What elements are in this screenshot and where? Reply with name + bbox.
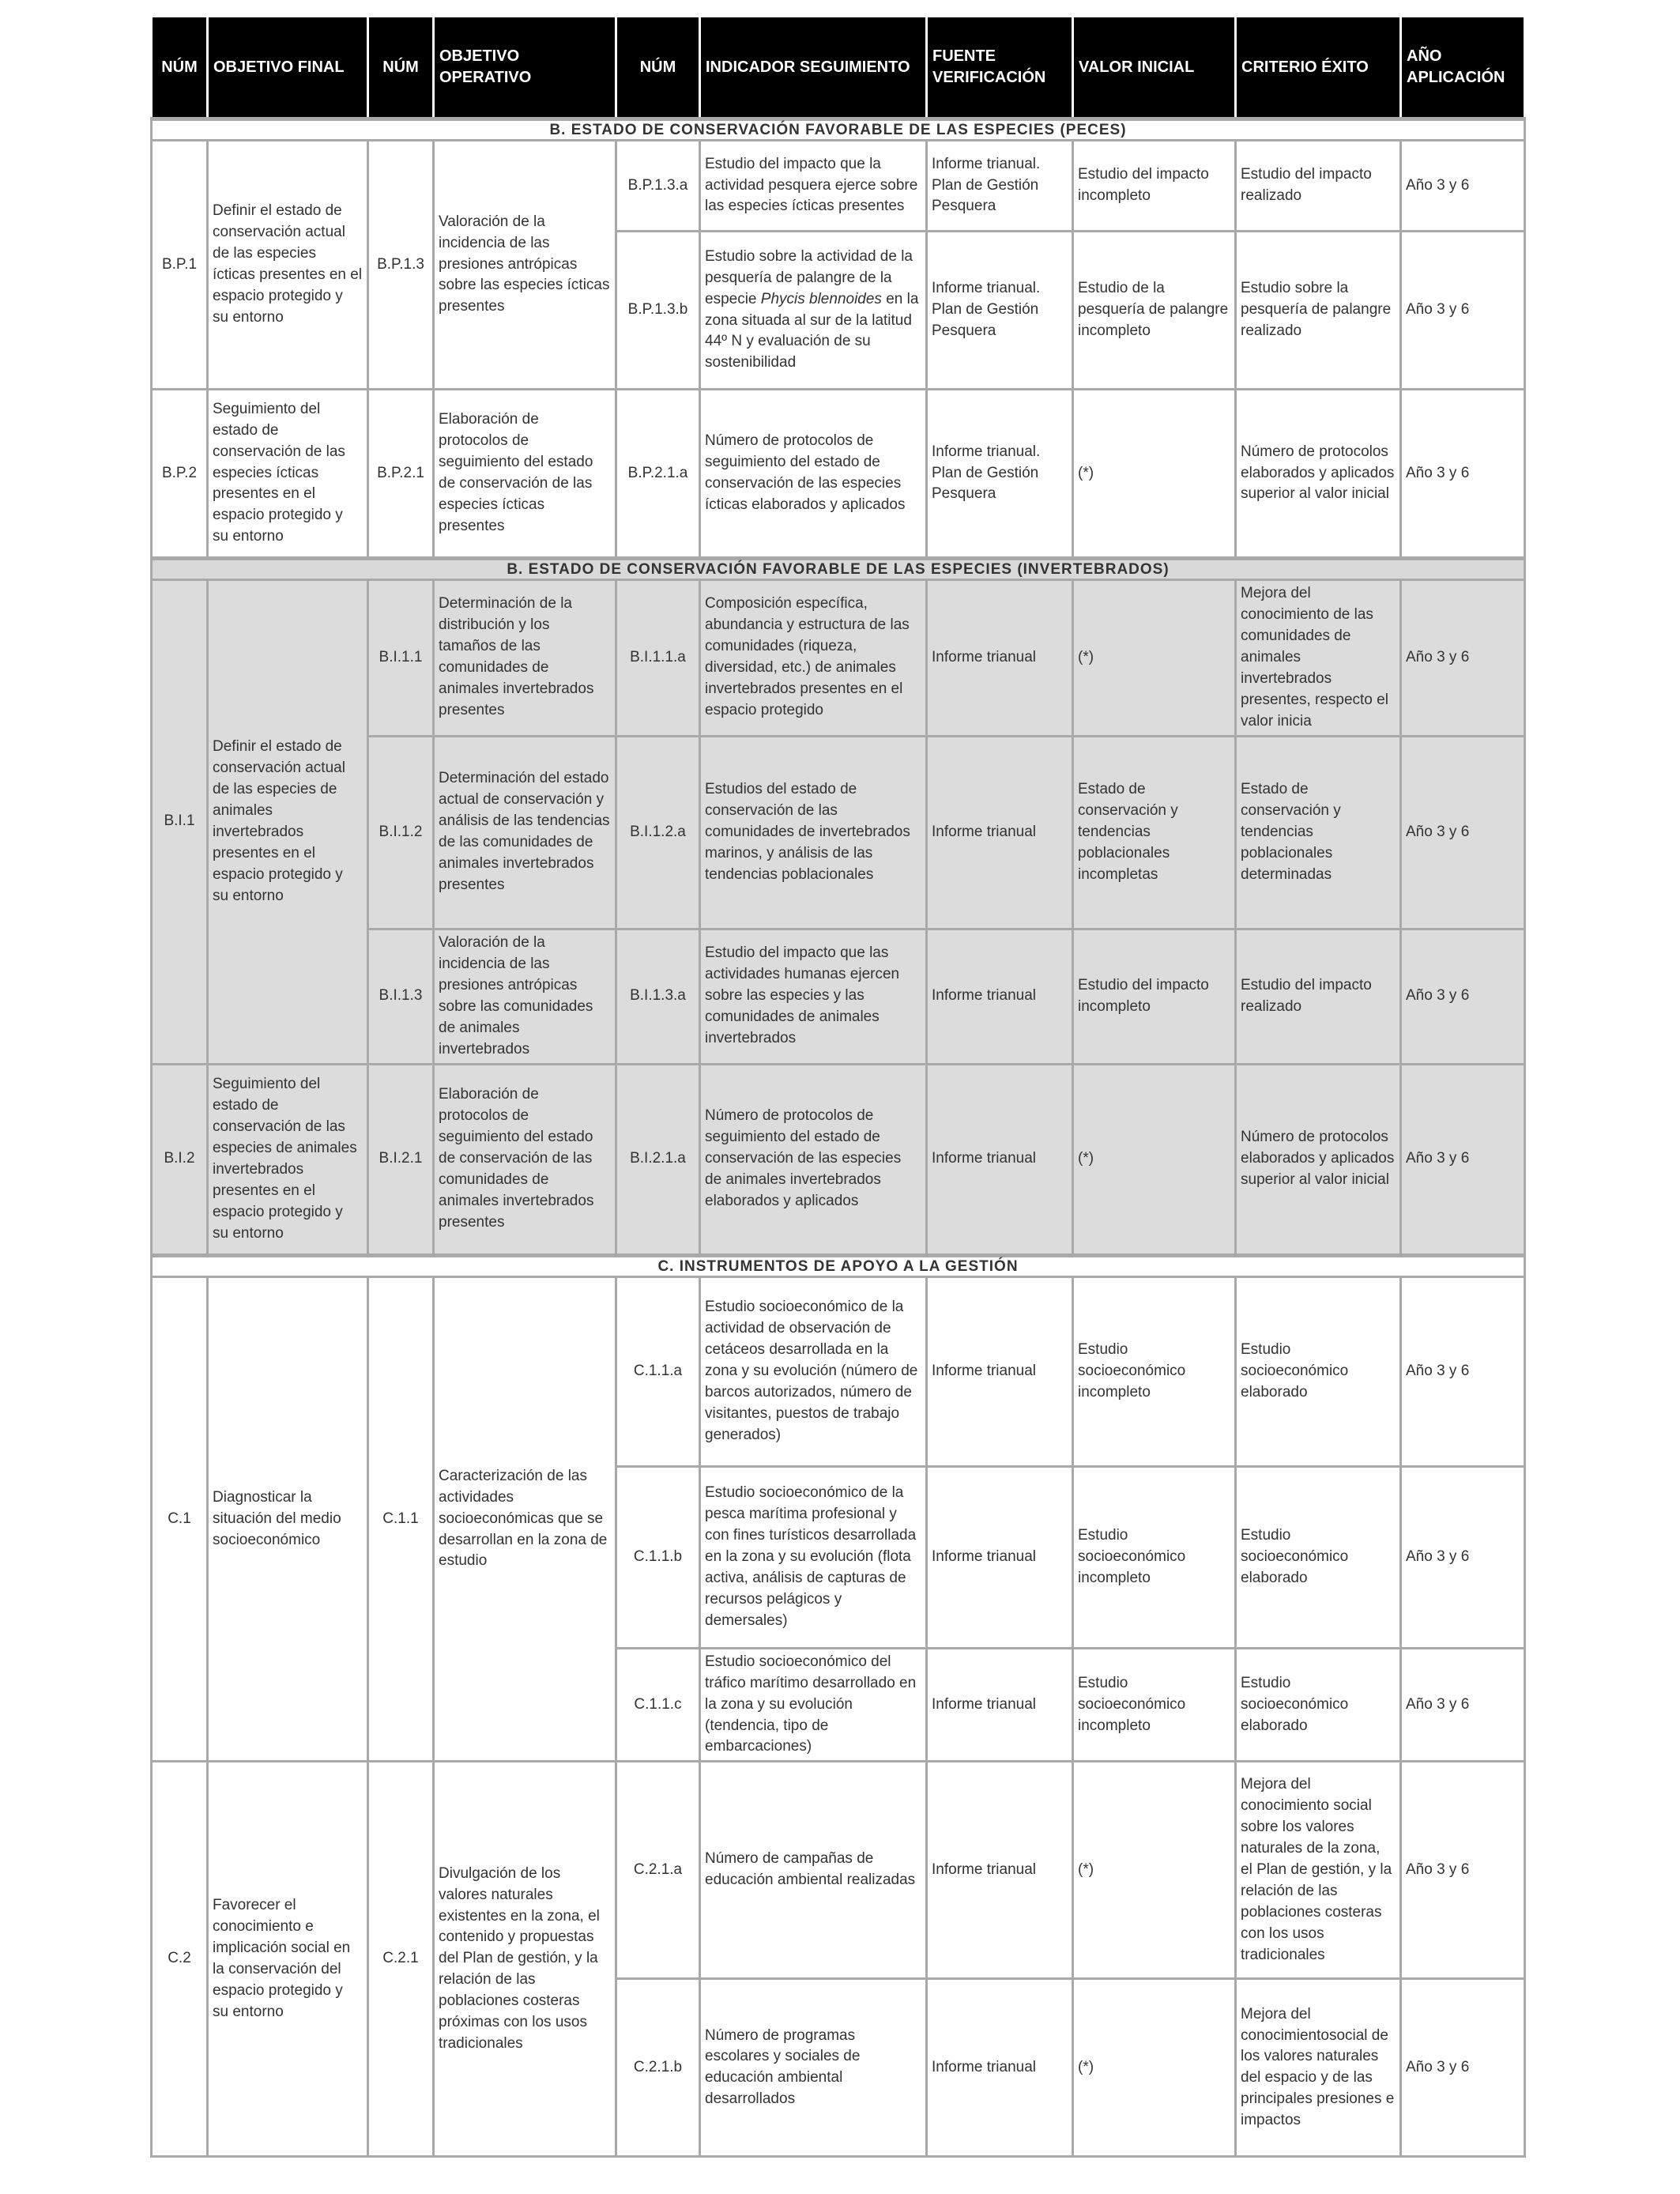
indicador-text: Estudio socioeconómico de la pesca marítima profesional y con fines turísticos desarrollada en la zona y su evolución (flota activa, análisis de capturas de recursos pelágicos y demersales) [700,1466,927,1648]
anio-aplicacion: Año 3 y 6 [1401,1979,1525,2157]
objetivo-final-num: B.P.2 [152,390,208,559]
objetivo-final-text: Seguimiento del estado de conservación de las especies de animales invertebrados presentes en el espacio protegido y su entorno [208,1064,368,1255]
section-title-invertebrados: B. ESTADO DE CONSERVACIÓN FAVORABLE DE LAS ESPECIES (INVERTEBRADOS) [152,559,1525,580]
valor-inicial: (*) [1073,390,1236,559]
objetivo-operativo-text: Elaboración de protocolos de seguimiento del estado de conservación de las comunidades de animales invertebrados presentes [434,1064,616,1255]
indicador-text: Número de campañas de educación ambiental realizadas [700,1762,927,1979]
section-instrumentos [152,1255,1525,2157]
criterio-exito: Estudio socioeconómico elaborado [1236,1648,1401,1762]
indicador-text: Número de protocolos de seguimiento del estado de conservación de las especies ícticas elaborados y aplicados [700,390,927,559]
table-header-row [152,17,1525,119]
header-objetivo-final: OBJETIVO FINAL [208,17,368,119]
valor-inicial: Estudio socioeconómico incompleto [1073,1648,1236,1762]
criterio-exito: Mejora del conocimiento de las comunidades de animales invertebrados presentes, respecto el valor inicia [1236,580,1401,737]
indicador-num: B.P.1.3.a [616,141,700,232]
anio-aplicacion: Año 3 y 6 [1401,736,1525,929]
valor-inicial: (*) [1073,1762,1236,1979]
indicador-text: Número de programas escolares y sociales de educación ambiental desarrollados [700,1979,927,2157]
criterio-exito: Estudio del impacto realizado [1236,929,1401,1064]
criterio-exito: Estado de conservación y tendencias poblacionales determinadas [1236,736,1401,929]
fuente-verificacion: Informe trianual [927,736,1073,929]
fuente-verificacion: Informe trianual [927,1276,1073,1466]
objetivo-operativo-num: B.I.1.1 [368,580,434,737]
indicador-text-part: en la zona situada al sur de la latitud 44º N y evaluación de su sostenibilidad [705,290,919,371]
fuente-verificacion: Informe trianual. Plan de Gestión Pesquera [927,141,1073,232]
fuente-verificacion: Informe trianual. Plan de Gestión Pesquera [927,390,1073,559]
objetivo-final-text: Favorecer el conocimiento e implicación social en la conservación del espacio protegido y su entorno [208,1762,368,2157]
table-row [152,1762,1525,1979]
criterio-exito: Estudio socioeconómico elaborado [1236,1466,1401,1648]
indicador-num: B.P.1.3.b [616,232,700,390]
header-criterio: CRITERIO ÉXITO [1236,17,1401,119]
indicador-text-part: Estudio sobre la actividad de la pesquería de palangre de la especie [705,247,913,307]
valor-inicial: Estudio de la pesquería de palangre incompleto [1073,232,1236,390]
objetivo-operativo-text: Caracterización de las actividades socioeconómicas que se desarrollan en la zona de estudio [434,1276,616,1762]
objetivo-final-text: Definir el estado de conservación actual de las especies ícticas presentes en el espacio protegido y su entorno [208,141,368,390]
criterio-exito: Número de protocolos elaborados y aplicados superior al valor inicial [1236,390,1401,559]
header-objetivo-operativo: OBJETIVO OPERATIVO [434,17,616,119]
fuente-verificacion: Informe trianual [927,580,1073,737]
indicador-text: Estudio del impacto que la actividad pesquera ejerce sobre las especies ícticas presentes [700,141,927,232]
objetivo-final-num: B.I.2 [152,1064,208,1255]
anio-aplicacion: Año 3 y 6 [1401,1648,1525,1762]
indicador-num: B.P.2.1.a [616,390,700,559]
species-name: Phycis blennoides [760,290,882,307]
table-row [152,390,1525,559]
header-indicador: INDICADOR SEGUIMIENTO [700,17,927,119]
indicador-num: B.I.1.2.a [616,736,700,929]
indicador-num: B.I.1.1.a [616,580,700,737]
objetivo-operativo-text: Determinación del estado actual de conservación y análisis de las tendencias de las comunidades de animales invertebrados presentes [434,736,616,929]
table-row [152,141,1525,232]
header-fuente: FUENTE VERIFICACIÓN [927,17,1073,119]
objetivo-operativo-num: C.2.1 [368,1762,434,2157]
criterio-exito: Estudio socioeconómico elaborado [1236,1276,1401,1466]
objetivo-operativo-text: Elaboración de protocolos de seguimiento del estado de conservación de las especies ícticas presentes [434,390,616,559]
anio-aplicacion: Año 3 y 6 [1401,580,1525,737]
indicador-num: C.2.1.b [616,1979,700,2157]
criterio-exito: Mejora del conocimiento social sobre los valores naturales de la zona, el Plan de gestión, y la relación de las poblaciones costeras con los usos tradicionales [1236,1762,1401,1979]
anio-aplicacion: Año 3 y 6 [1401,1762,1525,1979]
header-num: NÚM [152,17,208,119]
anio-aplicacion: Año 3 y 6 [1401,141,1525,232]
table-row [152,1064,1525,1255]
indicador-text: Estudio del impacto que las actividades humanas ejercen sobre las especies y las comunidades de animales invertebrados [700,929,927,1064]
valor-inicial: Estudio socioeconómico incompleto [1073,1276,1236,1466]
section-title-row [152,119,1525,141]
indicador-text [700,232,927,390]
document-page [150,17,1524,2158]
objetivo-operativo-text: Determinación de la distribución y los tamaños de las comunidades de animales invertebrados presentes [434,580,616,737]
header-anio: AÑO APLICACIÓN [1401,17,1525,119]
fuente-verificacion: Informe trianual [927,1064,1073,1255]
indicador-text: Estudios del estado de conservación de las comunidades de invertebrados marinos, y análisis de las tendencias poblacionales [700,736,927,929]
section-invertebrados [152,559,1525,1256]
anio-aplicacion: Año 3 y 6 [1401,1064,1525,1255]
objetivo-final-num: B.I.1 [152,580,208,1065]
table-row [152,1276,1525,1466]
table-row [152,580,1525,737]
valor-inicial: (*) [1073,1979,1236,2157]
fuente-verificacion: Informe trianual [927,1762,1073,1979]
anio-aplicacion: Año 3 y 6 [1401,1466,1525,1648]
section-title-instrumentos: C. INSTRUMENTOS DE APOYO A LA GESTIÓN [152,1255,1525,1276]
indicador-text: Estudio socioeconómico de la actividad de observación de cetáceos desarrollada en la zona y su evolución (número de barcos autorizados, número de visitantes, puestos de trabajo generados) [700,1276,927,1466]
valor-inicial: Estudio del impacto incompleto [1073,141,1236,232]
valor-inicial: Estudio socioeconómico incompleto [1073,1466,1236,1648]
objetivo-operativo-num: B.I.1.2 [368,736,434,929]
anio-aplicacion: Año 3 y 6 [1401,929,1525,1064]
objetivo-operativo-num: B.P.2.1 [368,390,434,559]
indicador-num: C.2.1.a [616,1762,700,1979]
indicador-num: B.I.1.3.a [616,929,700,1064]
valor-inicial: Estado de conservación y tendencias poblacionales incompletas [1073,736,1236,929]
objetivo-operativo-num: C.1.1 [368,1276,434,1762]
criterio-exito: Estudio del impacto realizado [1236,141,1401,232]
valor-inicial: Estudio del impacto incompleto [1073,929,1236,1064]
section-peces [152,119,1525,559]
anio-aplicacion: Año 3 y 6 [1401,1276,1525,1466]
objetivo-final-text: Definir el estado de conservación actual de las especies de animales invertebrados presentes en el espacio protegido y su entorno [208,580,368,1065]
indicador-text: Estudio socioeconómico del tráfico marítimo desarrollado en la zona y su evolución (tendencia, tipo de embarcaciones) [700,1648,927,1762]
section-title-row [152,1255,1525,1276]
fuente-verificacion: Informe trianual [927,1979,1073,2157]
valor-inicial: (*) [1073,1064,1236,1255]
objetivo-final-text: Seguimiento del estado de conservación de las especies ícticas presentes en el espacio protegido y su entorno [208,390,368,559]
indicador-num: C.1.1.a [616,1276,700,1466]
indicador-num: C.1.1.c [616,1648,700,1762]
valor-inicial: (*) [1073,580,1236,737]
header-valor-inicial: VALOR INICIAL [1073,17,1236,119]
header-num-operativo: NÚM [368,17,434,119]
objetivo-operativo-num: B.P.1.3 [368,141,434,390]
objetivo-final-num: B.P.1 [152,141,208,390]
section-title-peces: B. ESTADO DE CONSERVACIÓN FAVORABLE DE LAS ESPECIES (PECES) [152,119,1525,141]
objetivo-operativo-num: B.I.2.1 [368,1064,434,1255]
objetivo-final-text: Diagnosticar la situación del medio socioeconómico [208,1276,368,1762]
indicador-num: C.1.1.b [616,1466,700,1648]
fuente-verificacion: Informe trianual [927,929,1073,1064]
fuente-verificacion: Informe trianual [927,1648,1073,1762]
indicador-num: B.I.2.1.a [616,1064,700,1255]
objetivo-final-num: C.2 [152,1762,208,2157]
objetivo-final-num: C.1 [152,1276,208,1762]
anio-aplicacion: Año 3 y 6 [1401,232,1525,390]
criterio-exito: Número de protocolos elaborados y aplicados superior al valor inicial [1236,1064,1401,1255]
fuente-verificacion: Informe trianual [927,1466,1073,1648]
criterio-exito: Mejora del conocimientosocial de los valores naturales del espacio y de las principales presiones e impactos [1236,1979,1401,2157]
section-title-row [152,559,1525,580]
fuente-verificacion: Informe trianual. Plan de Gestión Pesquera [927,232,1073,390]
indicador-text: Número de protocolos de seguimiento del estado de conservación de las especies de animales invertebrados elaborados y aplicados [700,1064,927,1255]
objetivo-operativo-text: Divulgación de los valores naturales existentes en la zona, el contenido y propuestas del Plan de gestión, y la relación de las poblaciones costeras próximas con los usos tradicionales [434,1762,616,2157]
anio-aplicacion: Año 3 y 6 [1401,390,1525,559]
monitoring-table [150,17,1526,2158]
indicador-text: Composición específica, abundancia y estructura de las comunidades (riqueza, diversidad, etc.) de animales invertebrados presentes en el espacio protegido [700,580,927,737]
header-num-indicador: NÚM [616,17,700,119]
objetivo-operativo-text: Valoración de la incidencia de las presiones antrópicas sobre las comunidades de animales invertebrados [434,929,616,1064]
objetivo-operativo-num: B.I.1.3 [368,929,434,1064]
objetivo-operativo-text: Valoración de la incidencia de las presiones antrópicas sobre las especies ícticas presentes [434,141,616,390]
criterio-exito: Estudio sobre la pesquería de palangre realizado [1236,232,1401,390]
